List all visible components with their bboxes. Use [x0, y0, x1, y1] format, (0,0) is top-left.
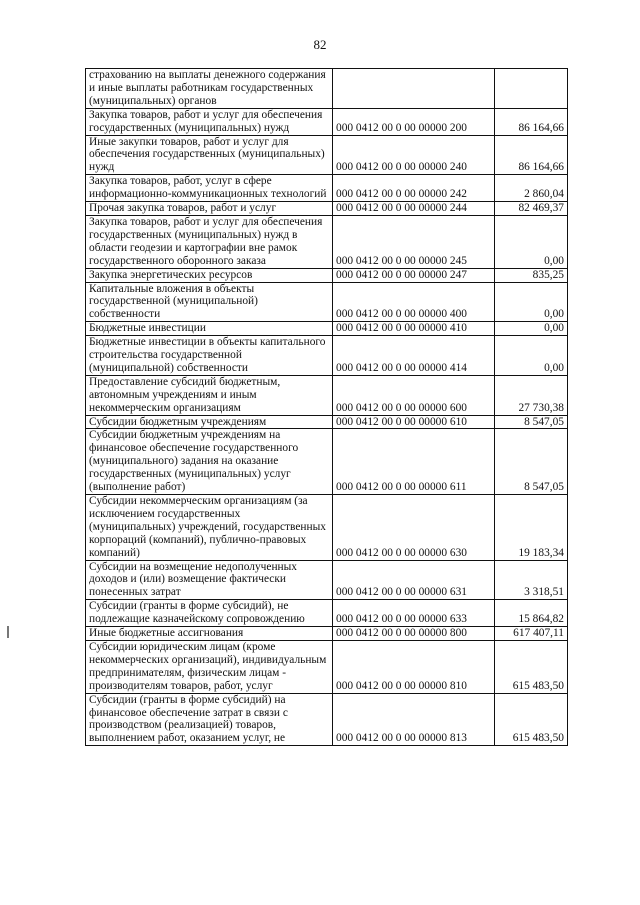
- row-name: Субсидии юридическим лицам (кроме некоммерческих организаций), индивидуальным предпринимателям, физическим лицам - производителям товаров, работ, услуг: [86, 640, 333, 693]
- row-code: 000 0412 00 0 00 00000 247: [333, 268, 495, 282]
- row-name: Капитальные вложения в объекты государственной (муниципальной) собственности: [86, 282, 333, 322]
- row-name: Субсидии (гранты в форме субсидий), не подлежащие казначейскому сопровождению: [86, 600, 333, 627]
- row-name: Субсидии некоммерческим организациям (за исключением государственных (муниципальных) учреждений, государственных корпораций (компаний), публично-правовых компаний): [86, 495, 333, 561]
- row-amount: 15 864,82: [495, 600, 568, 627]
- row-code: 000 0412 00 0 00 00000 400: [333, 282, 495, 322]
- row-amount: 835,25: [495, 268, 568, 282]
- table-row: [86, 640, 568, 693]
- row-name: страхованию на выплаты денежного содержания и иные выплаты работникам государственных (муниципальных) органов: [86, 69, 333, 109]
- row-amount: 86 164,66: [495, 135, 568, 175]
- row-amount: 615 483,50: [495, 640, 568, 693]
- row-amount: 2 860,04: [495, 175, 568, 202]
- row-name: Закупка товаров, работ и услуг для обеспечения государственных (муниципальных) нужд: [86, 108, 333, 135]
- row-name: Бюджетные инвестиции: [86, 322, 333, 336]
- table-row: [86, 627, 568, 641]
- table-row: [86, 69, 568, 109]
- row-code: 000 0412 00 0 00 00000 240: [333, 135, 495, 175]
- table-row: [86, 322, 568, 336]
- row-code: 000 0412 00 0 00 00000 244: [333, 202, 495, 216]
- row-name: Субсидии (гранты в форме субсидий) на финансовое обеспечение затрат в связи с производством (реализацией) товаров, выполнением работ, оказанием услуг, не: [86, 693, 333, 746]
- row-code: 000 0412 00 0 00 00000 611: [333, 429, 495, 495]
- row-name: Субсидии на возмещение недополученных доходов и (или) возмещение фактически понесенных затрат: [86, 560, 333, 600]
- row-code: 000 0412 00 0 00 00000 414: [333, 336, 495, 376]
- table-row: [86, 429, 568, 495]
- table-row: [86, 415, 568, 429]
- table-row: [86, 336, 568, 376]
- table-row: [86, 560, 568, 600]
- row-amount: 0,00: [495, 336, 568, 376]
- row-code: 000 0412 00 0 00 00000 813: [333, 693, 495, 746]
- table-row: [86, 215, 568, 268]
- row-code: 000 0412 00 0 00 00000 633: [333, 600, 495, 627]
- table-row: [86, 495, 568, 561]
- row-name: Закупка товаров, работ, услуг в сфере информационно-коммуникационных технологий: [86, 175, 333, 202]
- row-code: 000 0412 00 0 00 00000 200: [333, 108, 495, 135]
- row-name: Закупка товаров, работ и услуг для обеспечения государственных (муниципальных) нужд в области геодезии и картографии вне рамок государственного оборонного заказа: [86, 215, 333, 268]
- table-row: [86, 135, 568, 175]
- row-name: Предоставление субсидий бюджетным, автономным учреждениям и иным некоммерческим организациям: [86, 375, 333, 415]
- row-name: Субсидии бюджетным учреждениям: [86, 415, 333, 429]
- row-code: 000 0412 00 0 00 00000 245: [333, 215, 495, 268]
- row-name: Субсидии бюджетным учреждениям на финансовое обеспечение государственного (муниципального) задания на оказание государственных (муниципальных) услуг (выполнение работ): [86, 429, 333, 495]
- table-row: [86, 175, 568, 202]
- row-code: 000 0412 00 0 00 00000 630: [333, 495, 495, 561]
- row-amount: 0,00: [495, 215, 568, 268]
- row-amount: 86 164,66: [495, 108, 568, 135]
- row-amount: 8 547,05: [495, 429, 568, 495]
- table-row: [86, 268, 568, 282]
- row-amount: 19 183,34: [495, 495, 568, 561]
- row-name: Бюджетные инвестиции в объекты капитального строительства государственной (муниципальной) собственности: [86, 336, 333, 376]
- row-code: 000 0412 00 0 00 00000 810: [333, 640, 495, 693]
- row-name: Закупка энергетических ресурсов: [86, 268, 333, 282]
- table-row: [86, 600, 568, 627]
- table-row: [86, 282, 568, 322]
- row-code: 000 0412 00 0 00 00000 800: [333, 627, 495, 641]
- row-code: 000 0412 00 0 00 00000 631: [333, 560, 495, 600]
- table-row: [86, 202, 568, 216]
- margin-mark: [7, 626, 9, 638]
- page-number: 82: [313, 37, 327, 52]
- row-code: 000 0412 00 0 00 00000 610: [333, 415, 495, 429]
- budget-table: [85, 68, 568, 746]
- row-amount: 8 547,05: [495, 415, 568, 429]
- budget-table-body: [86, 69, 568, 746]
- table-row: [86, 108, 568, 135]
- row-amount: 0,00: [495, 282, 568, 322]
- row-amount: 27 730,38: [495, 375, 568, 415]
- table-row: [86, 693, 568, 746]
- row-code: [333, 69, 495, 109]
- row-code: 000 0412 00 0 00 00000 242: [333, 175, 495, 202]
- row-amount: 3 318,51: [495, 560, 568, 600]
- row-name: Иные бюджетные ассигнования: [86, 627, 333, 641]
- row-code: 000 0412 00 0 00 00000 410: [333, 322, 495, 336]
- row-amount: 615 483,50: [495, 693, 568, 746]
- row-amount: 82 469,37: [495, 202, 568, 216]
- row-amount: 0,00: [495, 322, 568, 336]
- row-amount: 617 407,11: [495, 627, 568, 641]
- table-row: [86, 375, 568, 415]
- row-name: Прочая закупка товаров, работ и услуг: [86, 202, 333, 216]
- row-amount: [495, 69, 568, 109]
- row-name: Иные закупки товаров, работ и услуг для обеспечения государственных (муниципальных) нужд: [86, 135, 333, 175]
- row-code: 000 0412 00 0 00 00000 600: [333, 375, 495, 415]
